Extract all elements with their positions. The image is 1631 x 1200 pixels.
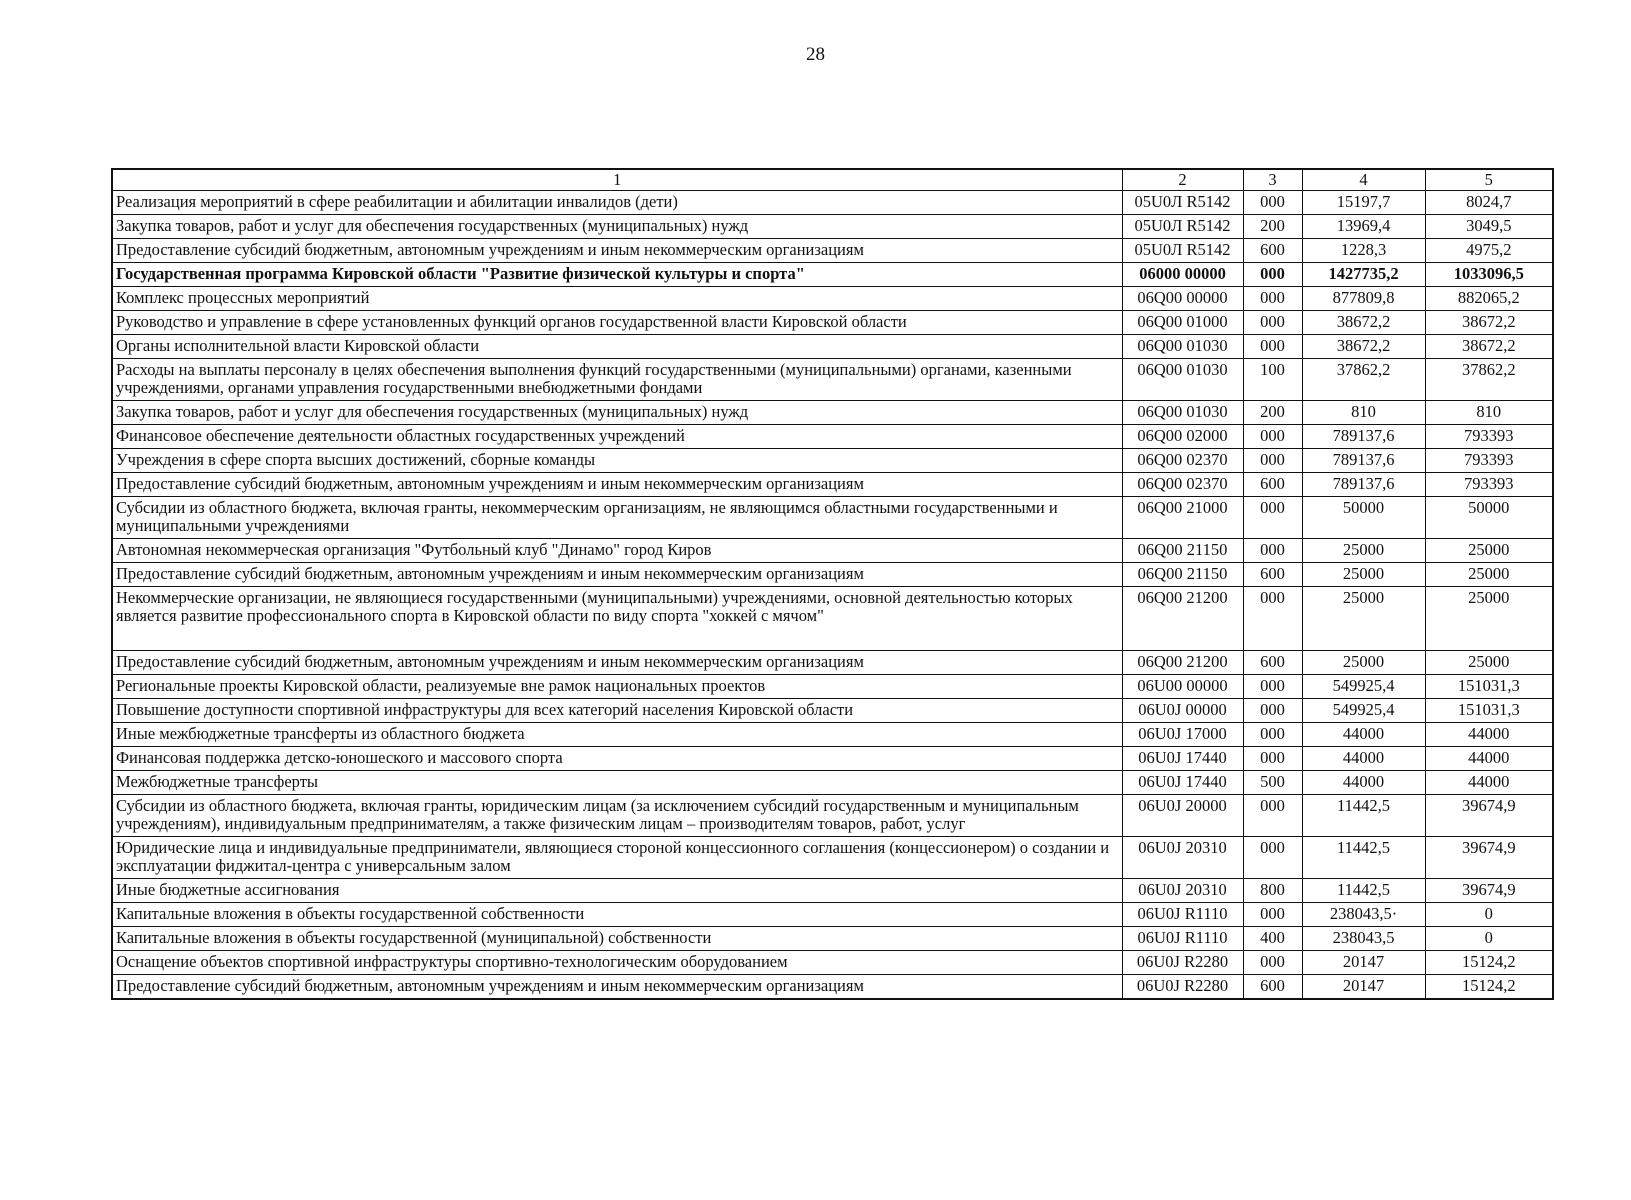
row-name-cell: Предоставление субсидий бюджетным, автономным учреждениям и иным некоммерческим организациям (112, 473, 1122, 497)
table-row (112, 651, 1553, 675)
row-value-col4-cell: 25000 (1302, 587, 1425, 651)
table-row (112, 795, 1553, 837)
row-code-cell: 06Q00 00000 (1122, 287, 1243, 311)
row-name-cell: Расходы на выплаты персоналу в целях обеспечения выполнения функций государственными (муниципальными) органами, казенными учреждениями, органами управления государственными внебюджетными фондами (112, 359, 1122, 401)
row-code-cell: 06U0J R1110 (1122, 927, 1243, 951)
row-name-cell: Оснащение объектов спортивной инфраструктуры спортивно-технологическим оборудованием (112, 951, 1122, 975)
row-name-cell: Региональные проекты Кировской области, реализуемые вне рамок национальных проектов (112, 675, 1122, 699)
row-expense-type-cell: 600 (1243, 239, 1302, 263)
row-value-col4-cell: 549925,4 (1302, 699, 1425, 723)
row-code-cell: 06Q00 01030 (1122, 359, 1243, 401)
row-code-cell: 06Q00 21000 (1122, 497, 1243, 539)
row-expense-type-cell: 000 (1243, 191, 1302, 215)
row-value-col4-cell: 37862,2 (1302, 359, 1425, 401)
table-row (112, 903, 1553, 927)
table-row (112, 879, 1553, 903)
row-value-col5-cell: 37862,2 (1425, 359, 1553, 401)
row-code-cell: 06Q00 01030 (1122, 401, 1243, 425)
row-expense-type-cell: 000 (1243, 425, 1302, 449)
row-name-cell: Предоставление субсидий бюджетным, автономным учреждениям и иным некоммерческим организациям (112, 651, 1122, 675)
row-name-cell: Предоставление субсидий бюджетным, автономным учреждениям и иным некоммерческим организациям (112, 975, 1122, 1000)
row-expense-type-cell: 600 (1243, 563, 1302, 587)
row-code-cell: 06Q00 02370 (1122, 449, 1243, 473)
row-name-cell: Государственная программа Кировской области "Развитие физической культуры и спорта" (112, 263, 1122, 287)
row-expense-type-cell: 000 (1243, 449, 1302, 473)
row-code-cell: 06U0J R2280 (1122, 951, 1243, 975)
row-value-col4-cell: 789137,6 (1302, 425, 1425, 449)
row-name-cell: Предоставление субсидий бюджетным, автономным учреждениям и иным некоммерческим организациям (112, 239, 1122, 263)
row-value-col5-cell: 15124,2 (1425, 975, 1553, 1000)
row-expense-type-cell: 000 (1243, 287, 1302, 311)
row-expense-type-cell: 600 (1243, 975, 1302, 1000)
row-value-col4-cell: 1228,3 (1302, 239, 1425, 263)
row-code-cell: 06U0J 20310 (1122, 837, 1243, 879)
row-code-cell: 06U0J 20310 (1122, 879, 1243, 903)
table-row (112, 263, 1553, 287)
table-row (112, 473, 1553, 497)
row-expense-type-cell: 100 (1243, 359, 1302, 401)
table-row (112, 335, 1553, 359)
row-name-cell: Иные бюджетные ассигнования (112, 879, 1122, 903)
row-value-col4-cell: 789137,6 (1302, 449, 1425, 473)
row-value-col5-cell: 0 (1425, 903, 1553, 927)
table-row (112, 747, 1553, 771)
table-row (112, 587, 1553, 651)
row-expense-type-cell: 600 (1243, 473, 1302, 497)
row-expense-type-cell: 000 (1243, 675, 1302, 699)
row-name-cell: Комплекс процессных мероприятий (112, 287, 1122, 311)
row-value-col5-cell: 44000 (1425, 747, 1553, 771)
row-code-cell: 06Q00 02000 (1122, 425, 1243, 449)
row-value-col5-cell: 25000 (1425, 563, 1553, 587)
table-row (112, 539, 1553, 563)
row-value-col5-cell: 44000 (1425, 771, 1553, 795)
row-code-cell: 06Q00 21200 (1122, 651, 1243, 675)
row-code-cell: 05U0Л R5142 (1122, 191, 1243, 215)
table-row (112, 837, 1553, 879)
row-value-col5-cell: 25000 (1425, 651, 1553, 675)
row-value-col5-cell: 810 (1425, 401, 1553, 425)
row-expense-type-cell: 000 (1243, 747, 1302, 771)
row-code-cell: 06U0J 17000 (1122, 723, 1243, 747)
row-value-col4-cell: 25000 (1302, 563, 1425, 587)
row-expense-type-cell: 500 (1243, 771, 1302, 795)
row-name-cell: Повышение доступности спортивной инфраструктуры для всех категорий населения Кировской области (112, 699, 1122, 723)
row-expense-type-cell: 000 (1243, 311, 1302, 335)
row-code-cell: 06U0J 20000 (1122, 795, 1243, 837)
table-row (112, 951, 1553, 975)
row-value-col5-cell: 8024,7 (1425, 191, 1553, 215)
table-row (112, 563, 1553, 587)
table-row (112, 191, 1553, 215)
row-expense-type-cell: 000 (1243, 335, 1302, 359)
row-value-col4-cell: 25000 (1302, 651, 1425, 675)
row-value-col5-cell: 38672,2 (1425, 311, 1553, 335)
row-name-cell: Капитальные вложения в объекты государственной собственности (112, 903, 1122, 927)
row-value-col4-cell: 11442,5 (1302, 795, 1425, 837)
header-col-2: 2 (1122, 169, 1243, 191)
row-name-cell: Реализация мероприятий в сфере реабилитации и абилитации инвалидов (дети) (112, 191, 1122, 215)
row-code-cell: 06Q00 21150 (1122, 539, 1243, 563)
row-expense-type-cell: 600 (1243, 651, 1302, 675)
header-col-3: 3 (1243, 169, 1302, 191)
row-value-col4-cell: 1427735,2 (1302, 263, 1425, 287)
row-code-cell: 06Q00 21150 (1122, 563, 1243, 587)
row-value-col4-cell: 549925,4 (1302, 675, 1425, 699)
table-body (112, 191, 1553, 1000)
row-code-cell: 06000 00000 (1122, 263, 1243, 287)
row-expense-type-cell: 000 (1243, 587, 1302, 651)
row-code-cell: 06Q00 02370 (1122, 473, 1243, 497)
row-value-col4-cell: 20147 (1302, 975, 1425, 1000)
row-expense-type-cell: 000 (1243, 795, 1302, 837)
table-row (112, 287, 1553, 311)
table-row (112, 771, 1553, 795)
row-name-cell: Автономная некоммерческая организация "Футбольный клуб "Динамо" город Киров (112, 539, 1122, 563)
row-value-col5-cell: 25000 (1425, 539, 1553, 563)
row-code-cell: 05U0Л R5142 (1122, 239, 1243, 263)
table-row (112, 497, 1553, 539)
header-col-4: 4 (1302, 169, 1425, 191)
table-row (112, 311, 1553, 335)
row-value-col5-cell: 39674,9 (1425, 795, 1553, 837)
row-value-col4-cell: 877809,8 (1302, 287, 1425, 311)
row-code-cell: 06U0J R2280 (1122, 975, 1243, 1000)
row-expense-type-cell: 000 (1243, 699, 1302, 723)
row-name-cell: Закупка товаров, работ и услуг для обеспечения государственных (муниципальных) нужд (112, 215, 1122, 239)
table-row (112, 927, 1553, 951)
row-name-cell: Субсидии из областного бюджета, включая гранты, некоммерческим организациям, не являющимся областными государственными и муниципальными учреждениями (112, 497, 1122, 539)
table-row (112, 401, 1553, 425)
row-value-col4-cell: 44000 (1302, 771, 1425, 795)
row-value-col5-cell: 1033096,5 (1425, 263, 1553, 287)
table-row (112, 425, 1553, 449)
row-name-cell: Предоставление субсидий бюджетным, автономным учреждениям и иным некоммерческим организациям (112, 563, 1122, 587)
table-row (112, 975, 1553, 1000)
table-row (112, 699, 1553, 723)
row-value-col5-cell: 39674,9 (1425, 837, 1553, 879)
table-header (112, 169, 1553, 191)
row-value-col5-cell: 3049,5 (1425, 215, 1553, 239)
row-value-col4-cell: 44000 (1302, 723, 1425, 747)
row-code-cell: 06U0J R1110 (1122, 903, 1243, 927)
row-name-cell: Иные межбюджетные трансферты из областного бюджета (112, 723, 1122, 747)
row-value-col5-cell: 151031,3 (1425, 699, 1553, 723)
table-row (112, 215, 1553, 239)
row-name-cell: Юридические лица и индивидуальные предприниматели, являющиеся стороной концессионного соглашения (концессионером) о создании и эксплуатации фиджитал-центра с универсальным залом (112, 837, 1122, 879)
row-value-col5-cell: 4975,2 (1425, 239, 1553, 263)
row-value-col5-cell: 151031,3 (1425, 675, 1553, 699)
row-expense-type-cell: 800 (1243, 879, 1302, 903)
header-row (112, 169, 1553, 191)
row-name-cell: Учреждения в сфере спорта высших достижений, сборные команды (112, 449, 1122, 473)
row-value-col4-cell: 238043,5· (1302, 903, 1425, 927)
row-name-cell: Субсидии из областного бюджета, включая гранты, юридическим лицам (за исключением субсидий государственным и муниципальным учреждениям), индивидуальным предпринимателям, а также физическим лицам – производителям товаров, работ, услуг (112, 795, 1122, 837)
table-row (112, 239, 1553, 263)
row-value-col5-cell: 793393 (1425, 449, 1553, 473)
row-expense-type-cell: 000 (1243, 539, 1302, 563)
row-value-col5-cell: 15124,2 (1425, 951, 1553, 975)
row-expense-type-cell: 000 (1243, 951, 1302, 975)
row-code-cell: 06U0J 17440 (1122, 747, 1243, 771)
row-code-cell: 06U0J 17440 (1122, 771, 1243, 795)
table-row (112, 675, 1553, 699)
row-value-col5-cell: 44000 (1425, 723, 1553, 747)
row-value-col5-cell: 50000 (1425, 497, 1553, 539)
row-name-cell: Финансовое обеспечение деятельности областных государственных учреждений (112, 425, 1122, 449)
budget-table (111, 168, 1554, 1000)
table-row (112, 449, 1553, 473)
row-code-cell: 05U0Л R5142 (1122, 215, 1243, 239)
row-value-col4-cell: 13969,4 (1302, 215, 1425, 239)
row-value-col4-cell: 11442,5 (1302, 879, 1425, 903)
row-name-cell: Органы исполнительной власти Кировской области (112, 335, 1122, 359)
row-code-cell: 06Q00 01000 (1122, 311, 1243, 335)
row-value-col5-cell: 882065,2 (1425, 287, 1553, 311)
row-value-col4-cell: 238043,5 (1302, 927, 1425, 951)
row-expense-type-cell: 200 (1243, 215, 1302, 239)
row-value-col5-cell: 0 (1425, 927, 1553, 951)
row-value-col5-cell: 39674,9 (1425, 879, 1553, 903)
row-name-cell: Межбюджетные трансферты (112, 771, 1122, 795)
row-value-col4-cell: 810 (1302, 401, 1425, 425)
header-col-5: 5 (1425, 169, 1553, 191)
row-value-col5-cell: 793393 (1425, 425, 1553, 449)
row-expense-type-cell: 000 (1243, 263, 1302, 287)
row-value-col5-cell: 793393 (1425, 473, 1553, 497)
row-name-cell: Финансовая поддержка детско-юношеского и массового спорта (112, 747, 1122, 771)
row-value-col4-cell: 25000 (1302, 539, 1425, 563)
row-name-cell: Закупка товаров, работ и услуг для обеспечения государственных (муниципальных) нужд (112, 401, 1122, 425)
header-col-1: 1 (112, 169, 1122, 191)
row-expense-type-cell: 400 (1243, 927, 1302, 951)
table-row (112, 359, 1553, 401)
row-code-cell: 06Q00 21200 (1122, 587, 1243, 651)
row-expense-type-cell: 000 (1243, 837, 1302, 879)
row-expense-type-cell: 000 (1243, 723, 1302, 747)
row-code-cell: 06U0J 00000 (1122, 699, 1243, 723)
row-value-col4-cell: 789137,6 (1302, 473, 1425, 497)
row-value-col4-cell: 38672,2 (1302, 311, 1425, 335)
row-expense-type-cell: 200 (1243, 401, 1302, 425)
row-value-col4-cell: 20147 (1302, 951, 1425, 975)
row-name-cell: Некоммерческие организации, не являющиеся государственными (муниципальными) учреждениями, основной деятельностью которых является развитие профессионального спорта в Кировской области по виду спорта "хоккей с мячом" (112, 587, 1122, 651)
row-name-cell: Руководство и управление в сфере установленных функций органов государственной власти Кировской области (112, 311, 1122, 335)
row-value-col4-cell: 44000 (1302, 747, 1425, 771)
row-code-cell: 06U00 00000 (1122, 675, 1243, 699)
row-code-cell: 06Q00 01030 (1122, 335, 1243, 359)
row-value-col5-cell: 25000 (1425, 587, 1553, 651)
row-value-col4-cell: 38672,2 (1302, 335, 1425, 359)
row-value-col4-cell: 15197,7 (1302, 191, 1425, 215)
row-name-cell: Капитальные вложения в объекты государственной (муниципальной) собственности (112, 927, 1122, 951)
row-expense-type-cell: 000 (1243, 903, 1302, 927)
row-expense-type-cell: 000 (1243, 497, 1302, 539)
row-value-col5-cell: 38672,2 (1425, 335, 1553, 359)
table-row (112, 723, 1553, 747)
page-number: 28 (806, 44, 825, 65)
row-value-col4-cell: 50000 (1302, 497, 1425, 539)
row-value-col4-cell: 11442,5 (1302, 837, 1425, 879)
